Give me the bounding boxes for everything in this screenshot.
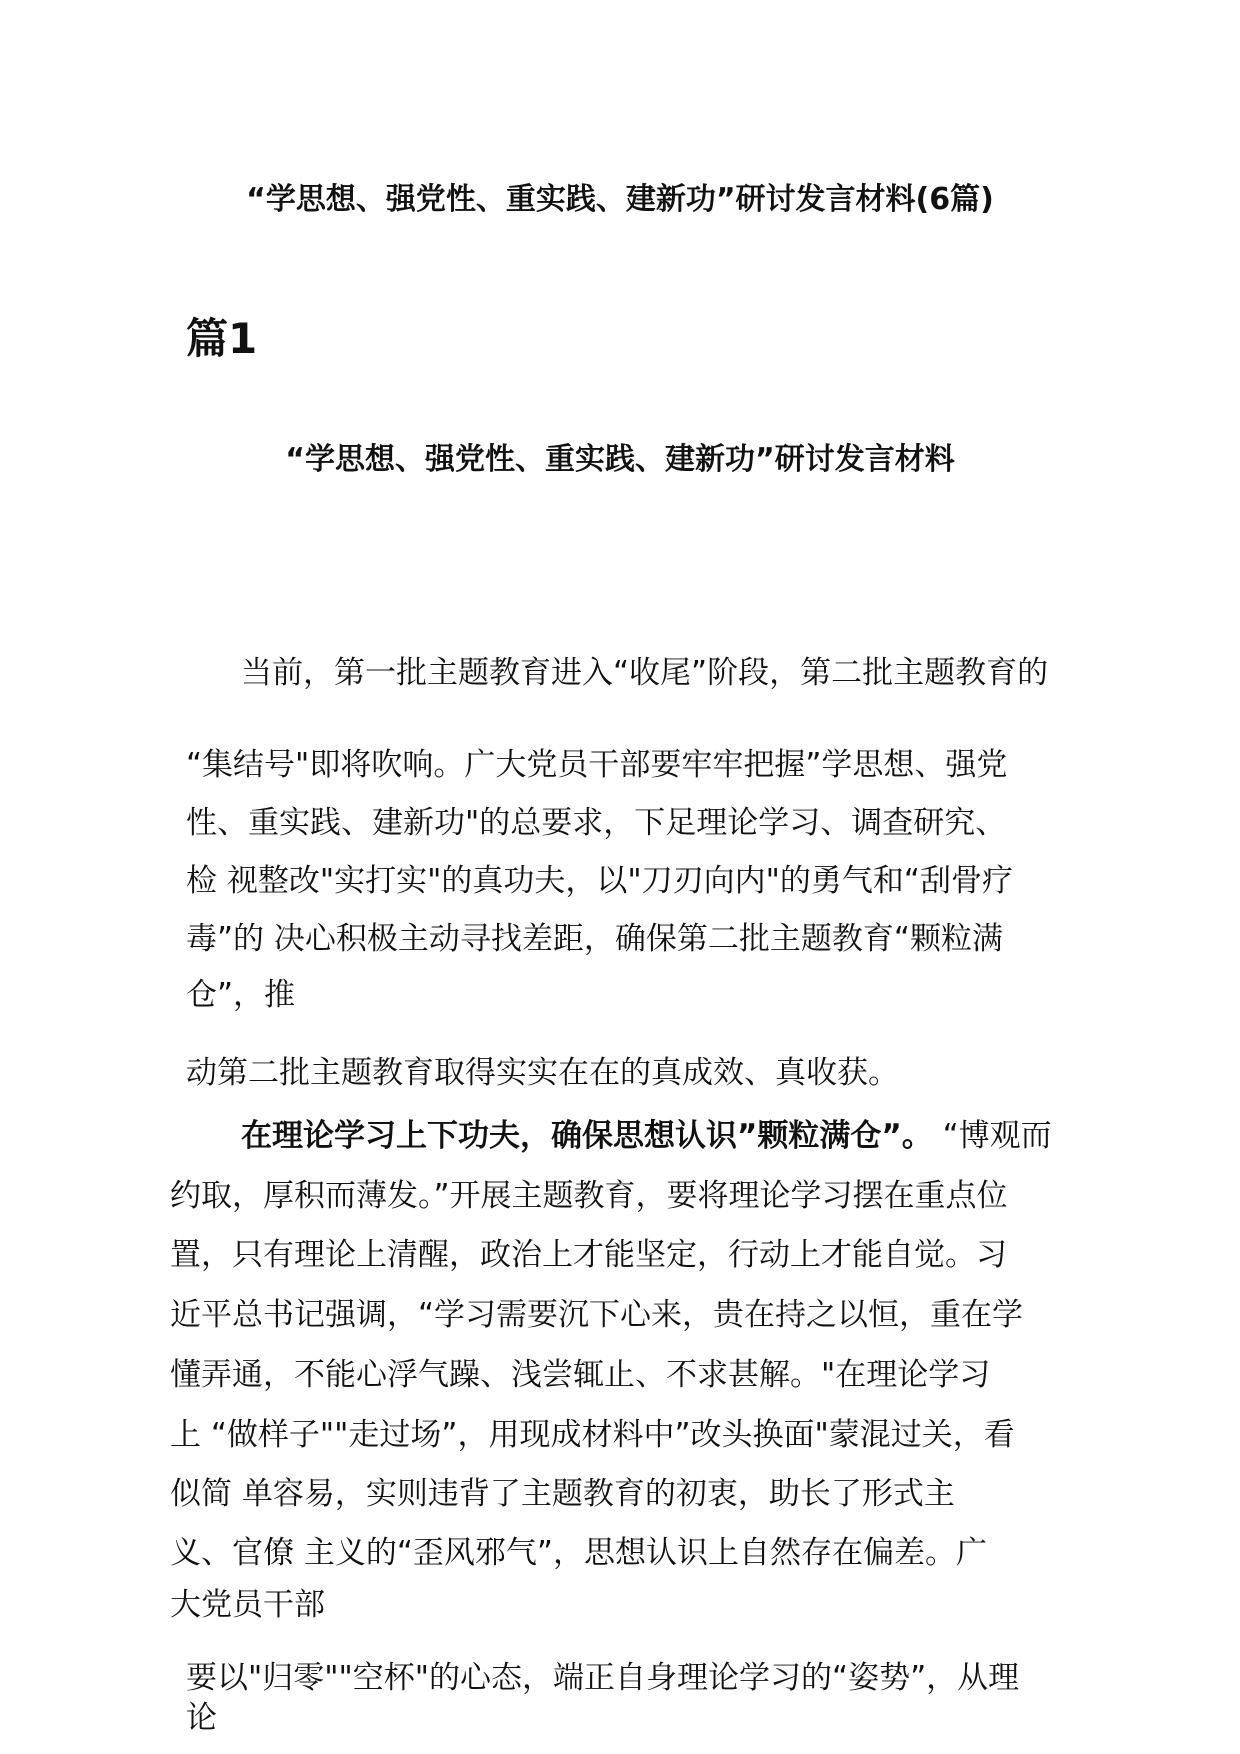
section-title: “学思想、强党性、重实践、建新功”研讨发言材料 xyxy=(285,442,955,477)
paragraph-line: “集结号"即将吹响。广大党员干部要牢牢把握”学思想、强党 xyxy=(186,747,1008,783)
paragraph-line: 要以"归零""空杯"的心态，端正自身理论学习的“姿势”，从理 xyxy=(186,1660,1020,1696)
document-title: “学思想、强党性、重实践、建新功”研讨发言材料(6篇) xyxy=(246,182,994,217)
paragraph-line xyxy=(241,1116,1052,1156)
paragraph-line: 大党员干部 xyxy=(170,1587,325,1623)
paragraph-line: 当前，第一批主题教育进入“收尾”阶段，第二批主题教育的 xyxy=(241,655,1049,691)
paragraph-line: 性、重实践、建新功"的总要求，下足理论学习、调查研究、 xyxy=(186,805,1007,841)
paragraph-line: 检 视整改"实打实"的真功夫，以"刀刃向内"的勇气和“刮骨疗 xyxy=(186,863,1013,899)
paragraph-line: 义、官僚 主义的“歪风邪气”，思想认识上自然存在偏差。广 xyxy=(170,1535,987,1571)
paragraph-line: 毒”的 决心积极主动寻找差距，确保第二批主题教育“颗粒满 xyxy=(186,921,1003,957)
paragraph-line: 似简 单容易，实则违背了主题教育的初衷，助长了形式主 xyxy=(170,1476,955,1512)
paragraph-line: 上 “做样子""走过场”，用现成材料中”改头换面"蒙混过关，看 xyxy=(170,1417,1015,1453)
paragraph-line: 仓”，推 xyxy=(186,977,296,1013)
paragraph-line: 约取，厚积而薄发。”开展主题教育，要将理论学习摆在重点位 xyxy=(170,1178,1008,1214)
paragraph-line: 懂弄通，不能心浮气躁、浅尝辄止、不求甚解。"在理论学习 xyxy=(170,1357,991,1393)
paragraph-line: 论 xyxy=(186,1700,217,1736)
section-heading: 篇1 xyxy=(186,314,258,363)
paragraph-text: “博观而 xyxy=(932,1118,1052,1154)
paragraph-line: 近平总书记强调，“学习需要沉下心来，贵在持之以恒，重在学 xyxy=(170,1297,1024,1333)
paragraph-line: 置，只有理论上清醒，政治上才能坚定，行动上才能自觉。习 xyxy=(170,1237,1007,1273)
paragraph-line: 动第二批主题教育取得实实在在的真成效、真收获。 xyxy=(186,1055,899,1091)
paragraph-lead-heading: 在理论学习上下功夫，确保思想认识”颗粒满仓”。 xyxy=(241,1118,933,1154)
